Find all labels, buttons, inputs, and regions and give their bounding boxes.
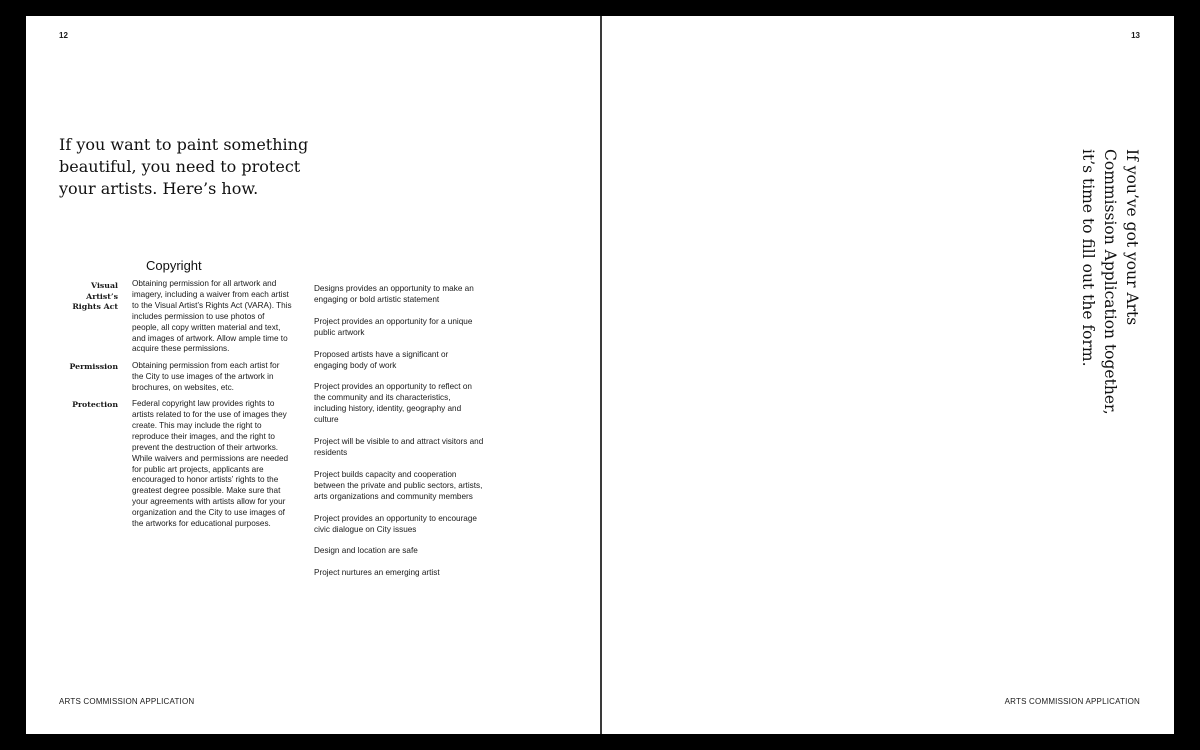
page-headline: If you want to paint something beautiful, you need to protect your artists. Here’s how.: [59, 135, 309, 198]
term-definition: Obtaining permission from each artist for the City to use images of the artwork in brochures, on websites, etc.: [132, 361, 280, 393]
footer-right: ARTS COMMISSION APPLICATION: [1004, 697, 1140, 706]
criteria-item: Project provides an opportunity for a unique public artwork: [314, 316, 473, 337]
term-row: [59, 361, 309, 394]
criteria-item: Design and location are safe: [314, 546, 418, 556]
criteria-item: Project provides an opportunity to reflect on the community and its characteristics, including history, identity, geography and culture: [314, 382, 472, 425]
criteria-item: Project builds capacity and cooperation between the private and public sectors, artists, arts organizations and community members: [314, 469, 483, 501]
section-title-copyright: Copyright: [146, 258, 202, 273]
term-definition: Obtaining permission for all artwork and imagery, including a waiver from each artist to the Visual Artist’s Rights Act (VARA). This includes permission to use photos of people, all copy written material and text, and images of artwork. Allow ample time to acquire these permissions.: [132, 279, 292, 354]
left-page: [26, 16, 600, 734]
page-number-left: 12: [59, 31, 68, 40]
term-label: Protection: [72, 400, 118, 410]
term-label: Visual Artist’s Rights Act: [72, 281, 118, 311]
callout-line: Commission Application together,: [1101, 149, 1119, 415]
criteria-item: Project nurtures an emerging artist: [314, 568, 440, 578]
criteria-item: Project will be visible to and attract visitors and residents: [314, 437, 484, 457]
terms-list: [59, 279, 309, 530]
criteria-item: Project provides an opportunity to encourage civic dialogue on City issues: [314, 513, 477, 534]
criteria-item: Proposed artists have a significant or engaging body of work: [314, 349, 449, 370]
callout-line: it’s time to fill out the form.: [1079, 149, 1097, 367]
term-label: Permission: [69, 362, 118, 372]
term-definition: Federal copyright law provides rights to artists related to for the use of images they create. This may include the right to reproduce their images, and the right to prevent the destruction of their artworks. While waivers and permissions are needed for public art projects, applicants are encouraged to honor artists’ rights to the greatest degree possible. Make sure that your agreements with artists allow for your organization and the City to use images of the artworks for educational purposes.: [132, 399, 289, 529]
vertical-callout: [1077, 149, 1143, 415]
criteria-list: [314, 284, 484, 590]
right-page: [602, 16, 1174, 734]
term-row: [59, 279, 309, 355]
term-row: [59, 399, 309, 530]
callout-line: If you’ve got your Arts: [1123, 149, 1141, 326]
page-number-right: 13: [1131, 31, 1140, 40]
footer-left: ARTS COMMISSION APPLICATION: [59, 697, 195, 706]
criteria-item: Designs provides an opportunity to make an engaging or bold artistic statement: [314, 284, 474, 304]
